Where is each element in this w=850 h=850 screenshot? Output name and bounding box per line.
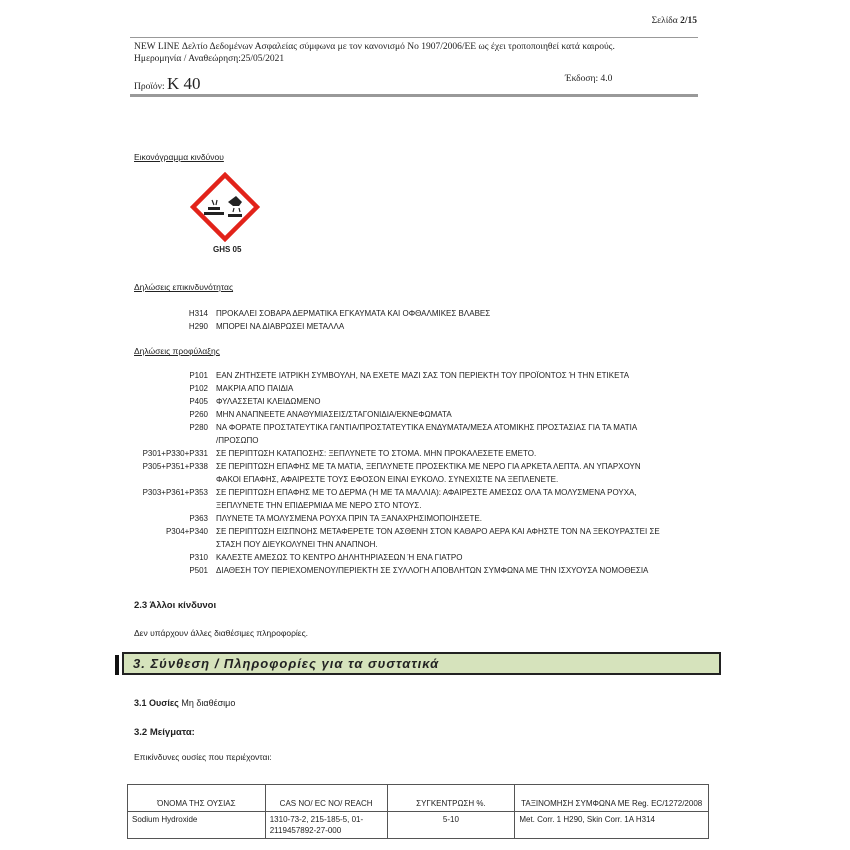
table-cell: 5-10 <box>387 812 515 839</box>
precaution-text: ΜΑΚΡΙΑ ΑΠΟ ΠΑΙΔΙΑ <box>216 384 294 393</box>
precaution-code: P304+P340 <box>165 527 208 536</box>
hazard-text: ΠΡΟΚΑΛΕΙ ΣΟΒΑΡΑ ΔΕΡΜΑΤΙΚΑ ΕΓΚΑΥΜΑΤΑ ΚΑΙ ΟΦΘΑΛΜΙΚΕΣ ΒΛΑΒΕΣ <box>216 309 491 318</box>
precaution-text: ΕΑΝ ΖΗΤΗΣΕΤΕ ΙΑΤΡΙΚΗ ΣΥΜΒΟΥΛΗ, ΝΑ ΕΧΕΤΕ ΜΑΖΙ ΣΑΣ ΤΟΝ ΠΕΡΙΕΚΤΗ ΤΟΥ ΠΡΟΪΟΝΤΟΣ Ή ΤΗΝ ΕΤΙΚΕΤΑ <box>216 371 630 380</box>
precaution-code: P501 <box>189 566 208 575</box>
precaution-text: ΜΗΝ ΑΝΑΠΝΕΕΤΕ ΑΝΑΘΥΜΙΑΣΕΙΣ/ΣΤΑΓΟΝΙΔΙΑ/ΕΚΝΕΦΩΜΑΤΑ <box>216 410 452 419</box>
composition-table <box>127 784 709 839</box>
precaution-text: ΞΕΠΛΥΝΕΤΕ ΤΗΝ ΕΠΙΔΕΡΜΙΔΑ ΜΕ ΝΕΡΟ ΣΤΟ ΝΤΟΥΣ. <box>216 501 422 510</box>
table-cell: 1310-73-2, 215-185-5, 01-2119457892-27-000 <box>265 812 387 839</box>
table-header-cell: ΣΥΓΚΕΝΤΡΩΣΗ %. <box>387 785 515 812</box>
precaution-code: P260 <box>189 410 208 419</box>
precaution-code: P405 <box>189 397 208 406</box>
substances-line: 3.1 Ουσίες Μη διαθέσιμο <box>134 698 236 708</box>
precaution-text: ΣΕ ΠΕΡΙΠΤΩΣΗ ΕΠΑΦΗΣ ΜΕ ΤΑ ΜΑΤΙΑ, ΞΕΠΛΥΝΕΤΕ ΠΡΟΣΕΚΤΙΚΑ ΜΕ ΝΕΡΟ ΓΙΑ ΑΡΚΕΤΑ ΛΕΠΤΑ. ΑΝ ΥΠΑΡΧΟΥΝ <box>216 462 641 471</box>
precaution-text: ΚΑΛΕΣΤΕ ΑΜΕΣΩΣ ΤΟ ΚΕΝΤΡΟ ΔΗΛΗΤΗΡΙΑΣΕΩΝ Ή ΕΝΑ ΓΙΑΤΡΟ <box>216 553 463 562</box>
precaution-code: P101 <box>189 371 208 380</box>
table-header-cell: CAS NO/ EC NO/ REACH <box>265 785 387 812</box>
precaution-text: ΝΑ ΦΟΡΑΤΕ ΠΡΟΣΤΑΤΕΥΤΙΚΑ ΓΑΝΤΙΑ/ΠΡΟΣΤΑΤΕΥΤΙΚΑ ΕΝΔΥΜΑΤΑ/ΜΕΣΑ ΑΤΟΜΙΚΗΣ ΠΡΟΣΤΑΣΙΑΣ ΓΙΑ ΤΑ ΜΑΤΙΑ <box>216 423 638 432</box>
precaution-text: ΦΑΚΟΙ ΕΠΑΦΗΣ, ΑΦΑΙΡΕΣΤΕ ΤΟΥΣ ΕΦΟΣΟΝ ΕΙΝΑΙ ΕΥΚΟΛΟ. ΣΥΝΕΧΙΣΤΕ ΝΑ ΞΕΠΛΕΝΕΤΕ. <box>216 475 559 484</box>
section-3-banner <box>122 652 721 675</box>
precaution-text: ΦΥΛΑΣΣΕΤΑΙ ΚΛΕΙΔΩΜΕΝΟ <box>216 397 321 406</box>
pictogram-heading: Εικονόγραμμα κινδύνου <box>134 152 224 162</box>
corrosion-icon <box>190 172 260 242</box>
other-hazards-heading: 2.3 Άλλοι κίνδυνοι <box>134 600 217 611</box>
precaution-text: ΔΙΑΘΕΣΗ ΤΟΥ ΠΕΡΙΕΧΟΜΕΝΟΥ/ΠΕΡΙΕΚΤΗ ΣΕ ΣΥΛΛΟΓΗ ΑΠΟΒΛΗΤΩΝ ΣΥΜΦΩΝΑ ΜΕ ΤΗΝ ΙΣΧΥΟΥΣΑ ΝΟΜΟΘΕΣΙΑ <box>216 566 649 575</box>
precaution-text: ΣΤΑΣΗ ΠΟΥ ΔΙΕΥΚΟΛΥΝΕΙ ΤΗΝ ΑΝΑΠΝΟΗ. <box>216 540 378 549</box>
table-cell: Sodium Hydroxide <box>128 812 266 839</box>
precautionary-statements-heading: Δηλώσεις προφύλαξης <box>134 346 220 356</box>
precaution-code: P280 <box>189 423 208 432</box>
precaution-code: P301+P330+P331 <box>142 449 208 458</box>
section-marker <box>115 655 119 675</box>
mixtures-heading: 3.2 Μείγματα: <box>134 727 195 738</box>
pictogram-caption: GHS 05 <box>213 245 242 254</box>
precaution-text: ΣΕ ΠΕΡΙΠΤΩΣΗ ΕΠΑΦΗΣ ΜΕ ΤΟ ΔΕΡΜΑ (Ή ΜΕ ΤΑ ΜΑΛΛΙΑ): ΑΦΑΙΡΕΣΤΕ ΑΜΕΣΩΣ ΟΛΑ ΤΑ ΜΟΛΥΣΜΕΝΑ ΡΟΥΧΑ, <box>216 488 637 497</box>
section-3-title: 3. Σύνθεση / Πληροφορίες για τα συστατικά <box>133 656 440 671</box>
table-row <box>128 812 709 839</box>
revision-date: Ημερομηνία / Αναθεώρηση:25/05/2021 <box>134 54 285 64</box>
precaution-text: ΣΕ ΠΕΡΙΠΤΩΣΗ ΕΙΣΠΝΟΗΣ ΜΕΤΑΦΕΡΕΤΕ ΤΟΝ ΑΣΘΕΝΗ ΣΤΟΝ ΚΑΘΑΡΟ ΑΕΡΑ ΚΑΙ ΑΦΗΣΤΕ ΤΟΝ ΝΑ ΞΕΚΟΥΡΑΣΤΕΙ ΣΕ <box>216 527 660 536</box>
product-name: K 40 <box>166 74 201 93</box>
version-label: Έκδοση: 4.0 <box>565 74 613 84</box>
table-header-cell: ΌΝΟΜΑ ΤΗΣ ΟΥΣΙΑΣ <box>128 785 266 812</box>
header-bottom-rule <box>130 94 698 97</box>
hazard-text: ΜΠΟΡΕΙ ΝΑ ΔΙΑΒΡΩΣΕΙ ΜΕΤΑΛΛΑ <box>216 322 345 331</box>
precaution-text: ΠΛΥΝΕΤΕ ΤΑ ΜΟΛΥΣΜΕΝΑ ΡΟΥΧΑ ΠΡΙΝ ΤΑ ΞΑΝΑΧΡΗΣΙΜΟΠΟΙΗΣΕΤΕ. <box>216 514 482 523</box>
other-hazards-text: Δεν υπάρχουν άλλες διαθέσιμες πληροφορίες. <box>134 628 309 638</box>
precaution-text: ΣΕ ΠΕΡΙΠΤΩΣΗ ΚΑΤΑΠΟΣΗΣ: ΞΕΠΛΥΝΕΤΕ ΤΟ ΣΤΟΜΑ. ΜΗΝ ΠΡΟΚΑΛΕΣΕΤΕ ΕΜΕΤΟ. <box>216 449 537 458</box>
table-header-cell: ΤΑΞΙΝΟΜΗΣΗ ΣΥΜΦΩΝΑ ΜΕ Reg. EC/1272/2008 <box>515 785 709 812</box>
table-cell: Met. Corr. 1 H290, Skin Corr. 1A H314 <box>515 812 709 839</box>
page-number: Σελίδα 2/15 <box>651 16 697 26</box>
document-title-line: NEW LINE Δελτίο Δεδομένων Ασφαλείας σύμφωνα με τον κανονισμό Νο 1907/2006/ΕΕ ως έχει τροποποιηθεί κατά καιρούς. <box>134 42 615 52</box>
precaution-code: P102 <box>189 384 208 393</box>
precaution-code: P363 <box>189 514 208 523</box>
precaution-code: P305+P351+P338 <box>142 462 208 471</box>
table-header-row <box>128 785 709 812</box>
header-top-rule <box>130 37 698 38</box>
hazard-code: H290 <box>188 322 208 331</box>
mixtures-text: Επικίνδυνες ουσίες που περιέχονται: <box>134 752 272 762</box>
product-line: Προϊόν: K 40 <box>134 74 201 93</box>
precaution-code: P303+P361+P353 <box>142 488 208 497</box>
precaution-code: P310 <box>189 553 208 562</box>
hazard-code: H314 <box>188 309 208 318</box>
precaution-text: /ΠΡΟΣΩΠΟ <box>216 436 259 445</box>
hazard-statements-heading: Δηλώσεις επικινδυνότητας <box>134 282 234 292</box>
